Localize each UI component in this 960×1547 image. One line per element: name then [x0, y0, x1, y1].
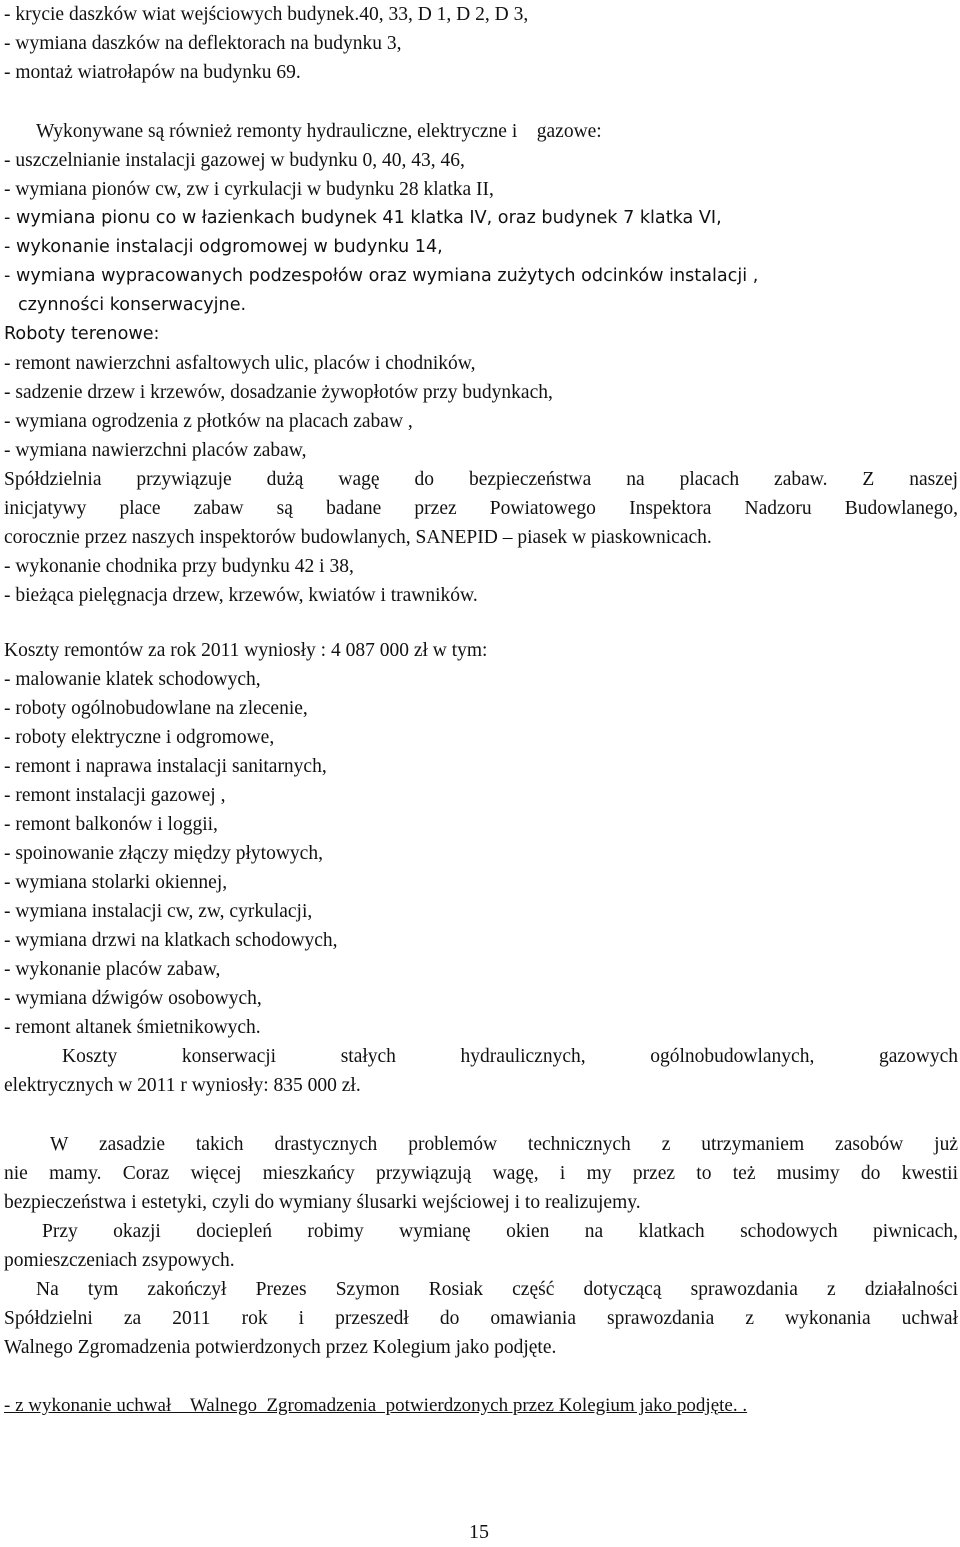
- text-line: nie mamy. Coraz więcej mieszkańcy przywiązują wagę, i my przez to też musimy do kwestii: [4, 1163, 958, 1184]
- list-item: - wymiana instalacji cw, zw, cyrkulacji,: [4, 901, 313, 922]
- text-line: inicjatywy place zabaw są badane przez Powiatowego Inspektora Nadzoru Budowlanego,: [4, 498, 958, 519]
- text-line: - wykonanie instalacji odgromowej w budynku 14,: [4, 237, 443, 257]
- list-item: - wymiana stolarki okiennej,: [4, 872, 228, 893]
- text-line: - wymiana wypracowanych podzespołów oraz wymiana zużytych odcinków instalacji ,: [4, 266, 759, 286]
- list-item: - wymiana drzwi na klatkach schodowych,: [4, 930, 338, 951]
- list-item: - remont balkonów i loggii,: [4, 814, 218, 835]
- page-number: 15: [469, 1521, 489, 1543]
- text-line: elektrycznych w 2011 r wyniosły: 835 000 zł.: [4, 1075, 361, 1096]
- text-line: Walnego Zgromadzenia potwierdzonych przez Kolegium jako podjęte.: [4, 1337, 557, 1358]
- text-line: Przy okazji dociepleń robimy wymianę okien na klatkach schodowych piwnicach,: [42, 1221, 958, 1242]
- text-line: - remont nawierzchni asfaltowych ulic, placów i chodników,: [4, 353, 476, 374]
- list-item: - remont i naprawa instalacji sanitarnych,: [4, 756, 327, 777]
- text-line: - montaż wiatrołapów na budynku 69.: [4, 62, 301, 83]
- text-line: Koszty remontów za rok 2011 wyniosły : 4 087 000 zł w tym:: [4, 640, 488, 661]
- text-line: Wykonywane są również remonty hydrauliczne, elektryczne i gazowe:: [36, 121, 602, 142]
- list-item: - spoinowanie złączy między płytowych,: [4, 843, 323, 864]
- list-item: - malowanie klatek schodowych,: [4, 669, 261, 690]
- text-line: Koszty konserwacji stałych hydraulicznych, ogólnobudowlanych, gazowych: [62, 1046, 958, 1067]
- text-line: - wymiana nawierzchni placów zabaw,: [4, 440, 307, 461]
- text-line: - uszczelnianie instalacji gazowej w budynku 0, 40, 43, 46,: [4, 150, 465, 171]
- list-item: - wykonanie placów zabaw,: [4, 959, 221, 980]
- text-line: - krycie daszków wiat wejściowych budynek.40, 33, D 1, D 2, D 3,: [4, 4, 529, 25]
- list-item: - remont altanek śmietnikowych.: [4, 1017, 261, 1038]
- text-line: Na tym zakończył Prezes Szymon Rosiak część dotyczącą sprawozdania z działalności: [36, 1279, 958, 1300]
- text-line: bezpieczeństwa i estetyki, czyli do wymiany ślusarki wejściowej i to realizujemy.: [4, 1192, 641, 1213]
- text-line: - wymiana pionów cw, zw i cyrkulacji w budynku 28 klatka II,: [4, 179, 494, 200]
- text-line: corocznie przez naszych inspektorów budowlanych, SANEPID – piasek w piaskownicach.: [4, 527, 712, 548]
- text-line: pomieszczeniach zsypowych.: [4, 1250, 235, 1271]
- text-line: - wymiana ogrodzenia z płotków na placach zabaw ,: [4, 411, 413, 432]
- text-line: - wymiana daszków na deflektorach na budynku 3,: [4, 33, 402, 54]
- list-item: - remont instalacji gazowej ,: [4, 785, 226, 806]
- text-line: czynności konserwacyjne.: [18, 295, 247, 315]
- text-line: W zasadzie takich drastycznych problemów technicznych z utrzymaniem zasobów już: [50, 1134, 958, 1155]
- section-heading: Roboty terenowe:: [4, 324, 160, 344]
- text-line: - wymiana pionu co w łazienkach budynek 41 klatka IV, oraz budynek 7 klatka VI,: [4, 208, 722, 228]
- text-line: Spółdzielnia przywiązuje dużą wagę do bezpieczeństwa na placach zabaw. Z naszej: [4, 469, 958, 490]
- list-item: - roboty ogólnobudowlane na zlecenie,: [4, 698, 308, 719]
- text-line: - sadzenie drzew i krzewów, dosadzanie żywopłotów przy budynkach,: [4, 382, 553, 403]
- text-line: Spółdzielni za 2011 rok i przeszedł do omawiania sprawozdania z wykonania uchwał: [4, 1308, 958, 1329]
- list-item: - roboty elektryczne i odgromowe,: [4, 727, 275, 748]
- underlined-heading: - z wykonanie uchwał Walnego Zgromadzenia potwierdzonych przez Kolegium jako podjęte. .: [4, 1395, 748, 1416]
- text-line: - wykonanie chodnika przy budynku 42 i 38,: [4, 556, 354, 577]
- list-item: - wymiana dźwigów osobowych,: [4, 988, 262, 1009]
- text-line: - bieżąca pielęgnacja drzew, krzewów, kwiatów i trawników.: [4, 585, 478, 606]
